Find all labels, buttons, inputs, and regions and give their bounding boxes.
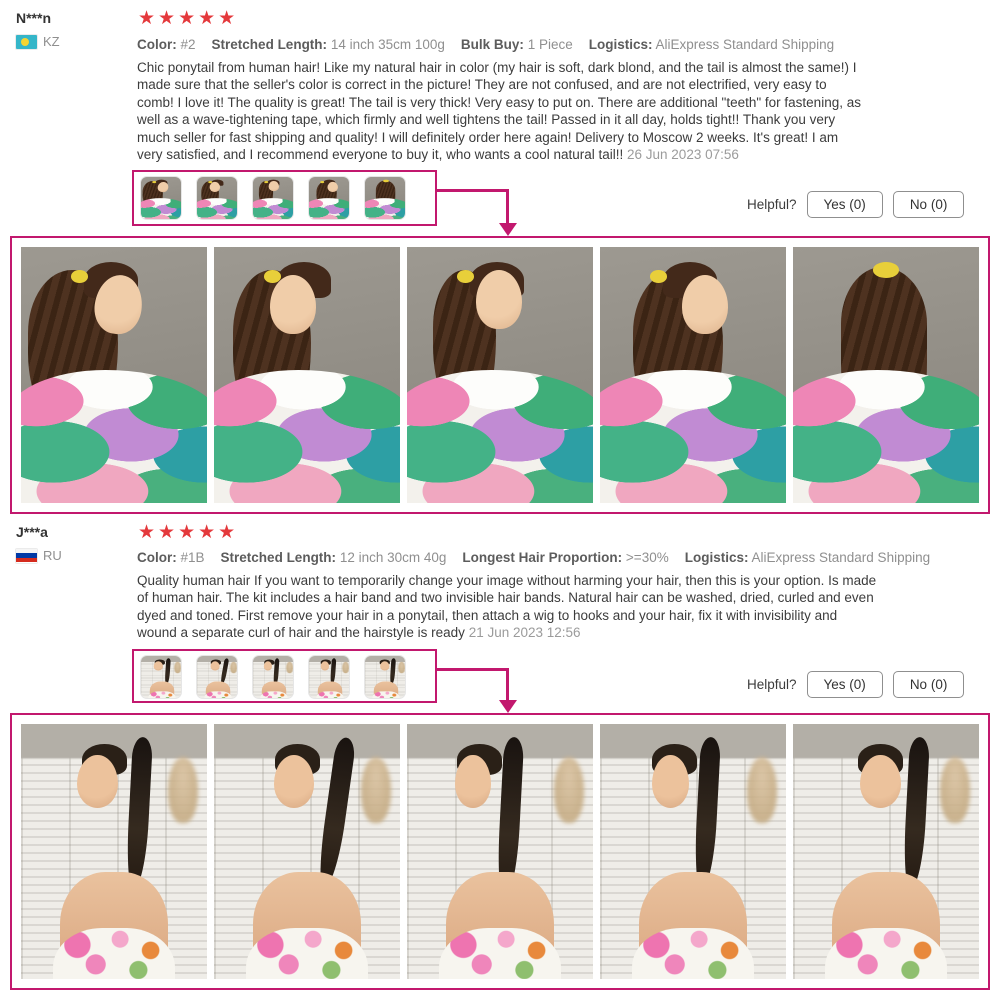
review-photo[interactable] xyxy=(214,247,400,503)
review-photo[interactable] xyxy=(407,247,593,503)
review-thumbnail-strip xyxy=(132,649,437,703)
review-date: 21 Jun 2023 12:56 xyxy=(468,625,581,641)
reviewer-username: N***n xyxy=(16,10,52,26)
review-photo[interactable] xyxy=(21,247,207,503)
star-rating: ★★★★★ xyxy=(138,8,239,29)
arrow-connector xyxy=(506,668,509,702)
attribute: Stretched Length: 14 inch 35cm 100g xyxy=(211,37,445,52)
review-photo[interactable] xyxy=(407,724,593,979)
order-attributes xyxy=(137,37,834,52)
arrow-down-icon xyxy=(499,700,517,713)
review-photo[interactable] xyxy=(793,247,979,503)
review-thumbnail[interactable] xyxy=(196,176,238,220)
arrow-down-icon xyxy=(499,223,517,236)
review-photo-gallery xyxy=(10,236,990,514)
arrow-connector xyxy=(506,189,509,225)
attribute: Stretched Length: 12 inch 30cm 40g xyxy=(220,550,447,565)
review-thumbnail[interactable] xyxy=(308,655,350,699)
review-text: Quality human hair If you want to temporarily change your image without harming your hair, then this is your option. Is made of human hair. The kit includes a hair band and two invisible hair bands. Natural hair can be washed, dried, curled and even dyed and toned. First remove your hair in a ponytail, then attach a wig to hooks and your hair, fix it with invisibility and wound a separate curl of hair and the hairstyle is ready 21 Jun 2023 12:56 xyxy=(137,573,877,641)
review-thumbnail[interactable] xyxy=(252,655,294,699)
helpful-label: Helpful? xyxy=(747,677,797,692)
review-date: 26 Jun 2023 07:56 xyxy=(627,147,739,163)
review-thumbnail[interactable] xyxy=(196,655,238,699)
helpful-row xyxy=(747,671,964,698)
review-thumbnail[interactable] xyxy=(140,176,182,220)
kazakhstan-flag-icon xyxy=(16,35,37,49)
reviewer-country xyxy=(16,548,62,563)
helpful-no-button[interactable]: No (0) xyxy=(893,671,965,698)
star-rating: ★★★★★ xyxy=(138,522,239,543)
arrow-connector xyxy=(437,189,509,192)
review-thumbnail[interactable] xyxy=(364,176,406,220)
arrow-connector xyxy=(437,668,509,671)
attribute: Logistics: AliExpress Standard Shipping xyxy=(588,37,835,52)
helpful-yes-button[interactable]: Yes (0) xyxy=(807,191,883,218)
review-photo[interactable] xyxy=(793,724,979,979)
order-attributes xyxy=(137,550,930,565)
review-photo[interactable] xyxy=(21,724,207,979)
helpful-yes-button[interactable]: Yes (0) xyxy=(807,671,883,698)
country-code: RU xyxy=(43,548,62,563)
helpful-no-button[interactable]: No (0) xyxy=(893,191,965,218)
attribute: Logistics: AliExpress Standard Shipping xyxy=(684,550,931,565)
review-photo[interactable] xyxy=(600,724,786,979)
review-photo[interactable] xyxy=(214,724,400,979)
review-thumbnail[interactable] xyxy=(140,655,182,699)
attribute: Color: #2 xyxy=(137,37,196,52)
helpful-row xyxy=(747,191,964,218)
reviewer-username: J***a xyxy=(16,524,48,540)
attribute: Bulk Buy: 1 Piece xyxy=(460,37,573,52)
review-thumbnail[interactable] xyxy=(252,176,294,220)
reviewer-country xyxy=(16,34,60,49)
review-thumbnail-strip xyxy=(132,170,437,226)
review-thumbnail[interactable] xyxy=(308,176,350,220)
review-photo[interactable] xyxy=(600,247,786,503)
helpful-label: Helpful? xyxy=(747,197,797,212)
review-thumbnail[interactable] xyxy=(364,655,406,699)
review-text: Chic ponytail from human hair! Like my natural hair in color (my hair is soft, dark blond, and the tail is almost the same!) I made sure that the seller's color is correct in the picture! They are not confused, and are not electrified, very easy to comb! I love it! The quality is great! The tail is very thick! Very easy to put on. There are additional "teeth" for fastening, as well as a wave-tightening tape, which firmly and well tightens the tail! Passed in it all day, holds tight!! Thank you very much seller for fast shipping and quality! I will definitely order here again! Delivery to Moscow 2 weeks. It's great! I am very satisfied, and I recommend everyone to buy it, who wants a cool natural tail!! 26 Jun 2023 07:56 xyxy=(137,60,861,163)
review-photo-gallery xyxy=(10,713,990,990)
attribute: Color: #1B xyxy=(137,550,205,565)
attribute: Longest Hair Proportion: >=30% xyxy=(462,550,669,565)
country-code: KZ xyxy=(43,34,60,49)
russia-flag-icon xyxy=(16,549,37,563)
